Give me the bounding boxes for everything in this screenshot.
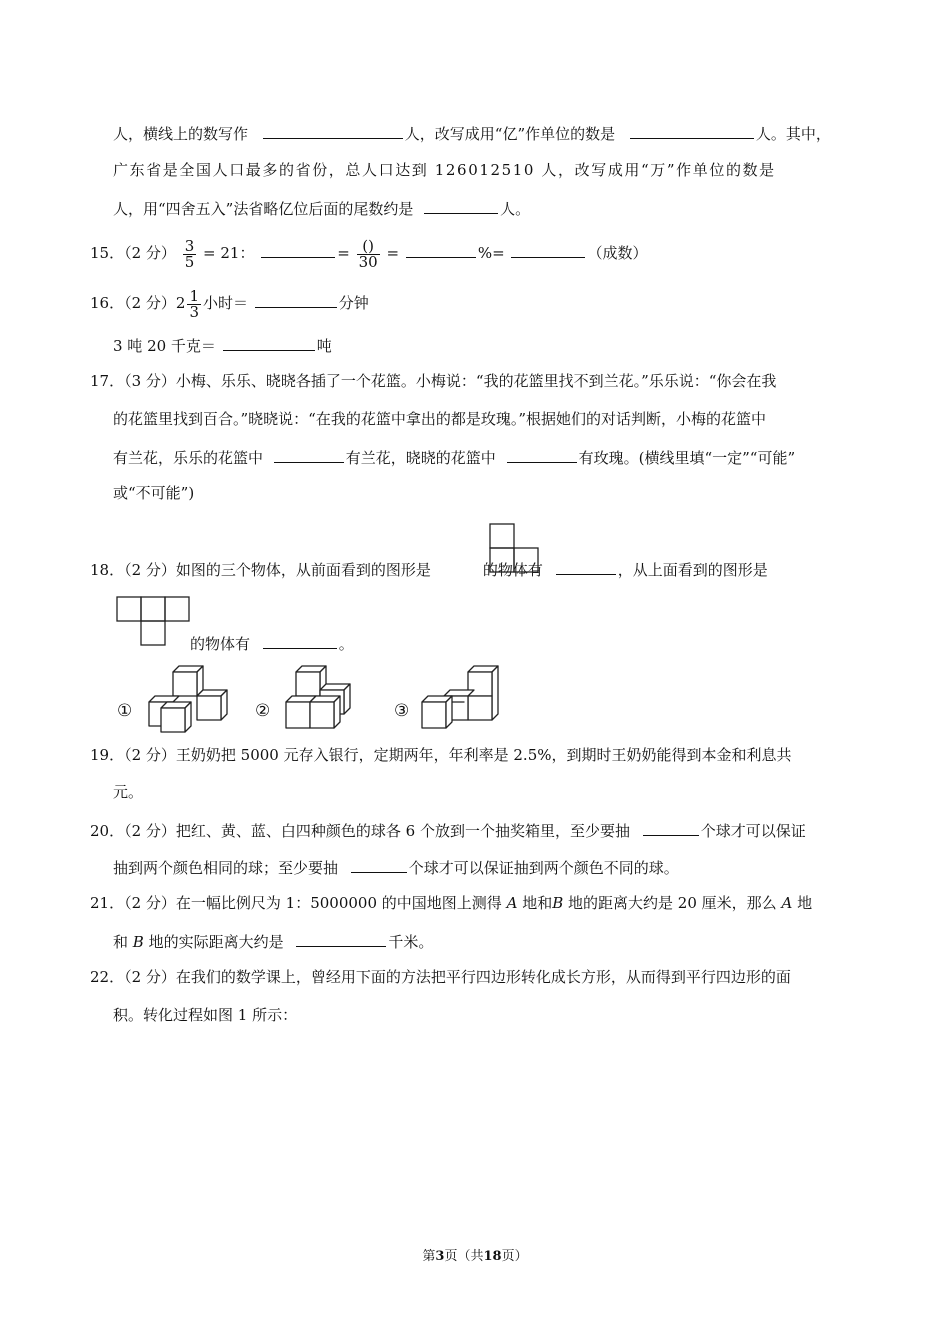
q16-fraction	[187, 286, 201, 321]
page-number: 3	[435, 1249, 445, 1264]
q17-line2	[113, 409, 766, 429]
q16-text: 小时＝	[203, 294, 249, 312]
q21-line2	[113, 930, 433, 952]
solid-figure-2	[282, 662, 372, 732]
q18-text: 。	[338, 635, 354, 653]
q14-text: 人，横线上的数写作	[113, 125, 249, 143]
q18-text: ，从上面看到的图形是	[617, 561, 768, 579]
q19-line1	[90, 745, 792, 765]
q17-line1	[90, 371, 776, 391]
q17-text: 的花篮里找到百合。”晓晓说：“在我的花篮中拿出的都是玫瑰。”根据她们的对话判断，小梅的花篮中	[113, 410, 767, 428]
q15-text: =	[386, 244, 400, 262]
q14-text: 人。其中，	[755, 125, 831, 143]
q17-text: 有兰花，乐乐的花篮中	[113, 449, 264, 467]
q21-text: 21．（2 分）在一幅比例尺为 1：5000000 的中国地图上测得	[90, 894, 502, 912]
q18-blank-1[interactable]	[556, 558, 616, 575]
solid-figure-1	[145, 662, 235, 732]
q15	[90, 238, 647, 270]
q18-blank-2[interactable]	[263, 632, 337, 649]
q21-text: 地的距离大约是 20 厘米，那么	[568, 894, 777, 912]
q15-blank-2[interactable]	[406, 241, 476, 258]
q16-line2	[113, 334, 332, 356]
frac-den: 5	[184, 252, 195, 271]
q17-text: 有玫瑰。(横线里填“一定”“可能”	[578, 449, 796, 467]
q21-point-b: B	[552, 894, 564, 912]
q20-line2	[113, 856, 679, 878]
q18-text: 的物体有	[190, 635, 251, 653]
frac-num: 1	[189, 286, 199, 305]
q16-label: 16．（2 分）	[90, 294, 176, 312]
q20-blank-2[interactable]	[351, 856, 407, 873]
q21-text: 地的实际距离大约是	[148, 933, 284, 951]
q16-text: 分钟	[338, 294, 369, 312]
q15-fraction-1	[183, 236, 197, 271]
q17-text: 17．（3 分）小梅、乐乐、晓晓各插了一个花篮。小梅说：“我的花篮里找不到兰花。”乐乐说：“你会在我	[90, 372, 777, 390]
q21-text: 地和	[522, 894, 553, 912]
q15-blank-3[interactable]	[511, 241, 585, 258]
q17-blank-1[interactable]	[274, 446, 344, 463]
q14-line1	[113, 122, 831, 144]
q14-line3	[113, 197, 530, 219]
q18-text: 的物体有	[482, 561, 543, 579]
figure-label-1: ①	[117, 701, 133, 721]
frac-num: ()	[357, 239, 380, 255]
q14-text: 人，改写成用“亿”作单位的数是	[404, 125, 616, 143]
frac-den: 30	[358, 252, 378, 271]
q14-blank-2[interactable]	[630, 122, 754, 139]
page-footer	[0, 1245, 950, 1264]
q18-text: 18．（2 分）如图的三个物体，从前面看到的图形是	[90, 561, 431, 579]
q15-blank-1[interactable]	[261, 241, 335, 258]
q14-blank-1[interactable]	[263, 122, 403, 139]
q20-blank-1[interactable]	[643, 819, 699, 836]
q16-text: 吨	[316, 337, 332, 355]
q20-text: 抽到两个颜色相同的球；至少要抽	[113, 859, 339, 877]
footer-text: 页）	[501, 1249, 528, 1264]
q22-text: 积。转化过程如图 1 所示：	[113, 1006, 298, 1024]
q21-point-b: B	[132, 933, 144, 951]
q17-blank-2[interactable]	[507, 446, 577, 463]
q21-text: 和	[113, 933, 129, 951]
page-total: 18	[483, 1249, 502, 1264]
q17-line4	[113, 483, 194, 503]
q15-label: 15．（2 分）	[90, 244, 176, 262]
q15-text: %=	[477, 244, 505, 262]
q14-text: 广东省是全国人口最多的省份，总人口达到 126012510 人，改写成用“万”作单位的数是	[113, 161, 776, 179]
q17-line3	[113, 446, 795, 468]
q15-fraction-2	[357, 236, 380, 271]
q22-text: 22．（2 分）在我们的数学课上，曾经用下面的方法把平行四边形转化成长方形，从而得到平行四边形的面	[90, 968, 791, 986]
q16-text: 3 吨 20 千克＝	[113, 337, 216, 355]
q21-blank[interactable]	[296, 930, 386, 947]
q19-line2	[113, 782, 143, 802]
q16-blank-2[interactable]	[223, 334, 315, 351]
q14-text: 人，用“四舍五入”法省略亿位后面的尾数约是	[113, 200, 414, 218]
q15-text: = 21：	[203, 244, 255, 262]
q21-point-a: A	[506, 894, 518, 912]
q20-line1	[90, 819, 806, 841]
q21-text: 地	[797, 894, 813, 912]
q22-line2	[113, 1005, 297, 1025]
figure-label-2: ②	[255, 701, 271, 721]
q15-text: （成数）	[587, 244, 648, 262]
q16-whole: 2	[175, 294, 186, 312]
q18-line2	[190, 632, 354, 654]
q21-line1	[90, 893, 812, 913]
q14-line2	[113, 160, 776, 180]
q16-line1	[90, 288, 369, 320]
q17-text: 有兰花，晓晓的花篮中	[345, 449, 496, 467]
q14-blank-4[interactable]	[424, 197, 498, 214]
q17-text: 或“不可能”)	[113, 484, 195, 502]
frac-den: 3	[189, 302, 199, 321]
q20-text: 个球才可以保证抽到两个颜色不同的球。	[408, 859, 679, 877]
q19-text: 19．（2 分）王奶奶把 5000 元存入银行，定期两年，年利率是 2.5%，到期时王奶奶能得到本金和利息共	[90, 746, 792, 764]
q19-text: 元。	[113, 783, 144, 801]
q20-text: 20．（2 分）把红、黄、蓝、白四种颜色的球各 6 个放到一个抽奖箱里，至少要抽	[90, 822, 630, 840]
footer-text: 页（共	[444, 1249, 484, 1264]
frac-num: 3	[184, 236, 195, 255]
q22-line1	[90, 967, 791, 987]
q20-text: 个球才可以保证	[700, 822, 806, 840]
q18-line1	[90, 558, 768, 580]
solid-figure-3	[418, 662, 508, 732]
q15-text: =	[337, 244, 350, 262]
footer-text: 第	[422, 1249, 436, 1264]
q14-text: 人。	[500, 200, 531, 218]
top-view-figure	[116, 596, 190, 646]
q21-point-a: A	[781, 894, 793, 912]
q21-text: 千米。	[388, 933, 434, 951]
q16-blank-1[interactable]	[255, 291, 337, 308]
figure-label-3: ③	[394, 701, 410, 721]
front-view-figure	[489, 523, 541, 573]
